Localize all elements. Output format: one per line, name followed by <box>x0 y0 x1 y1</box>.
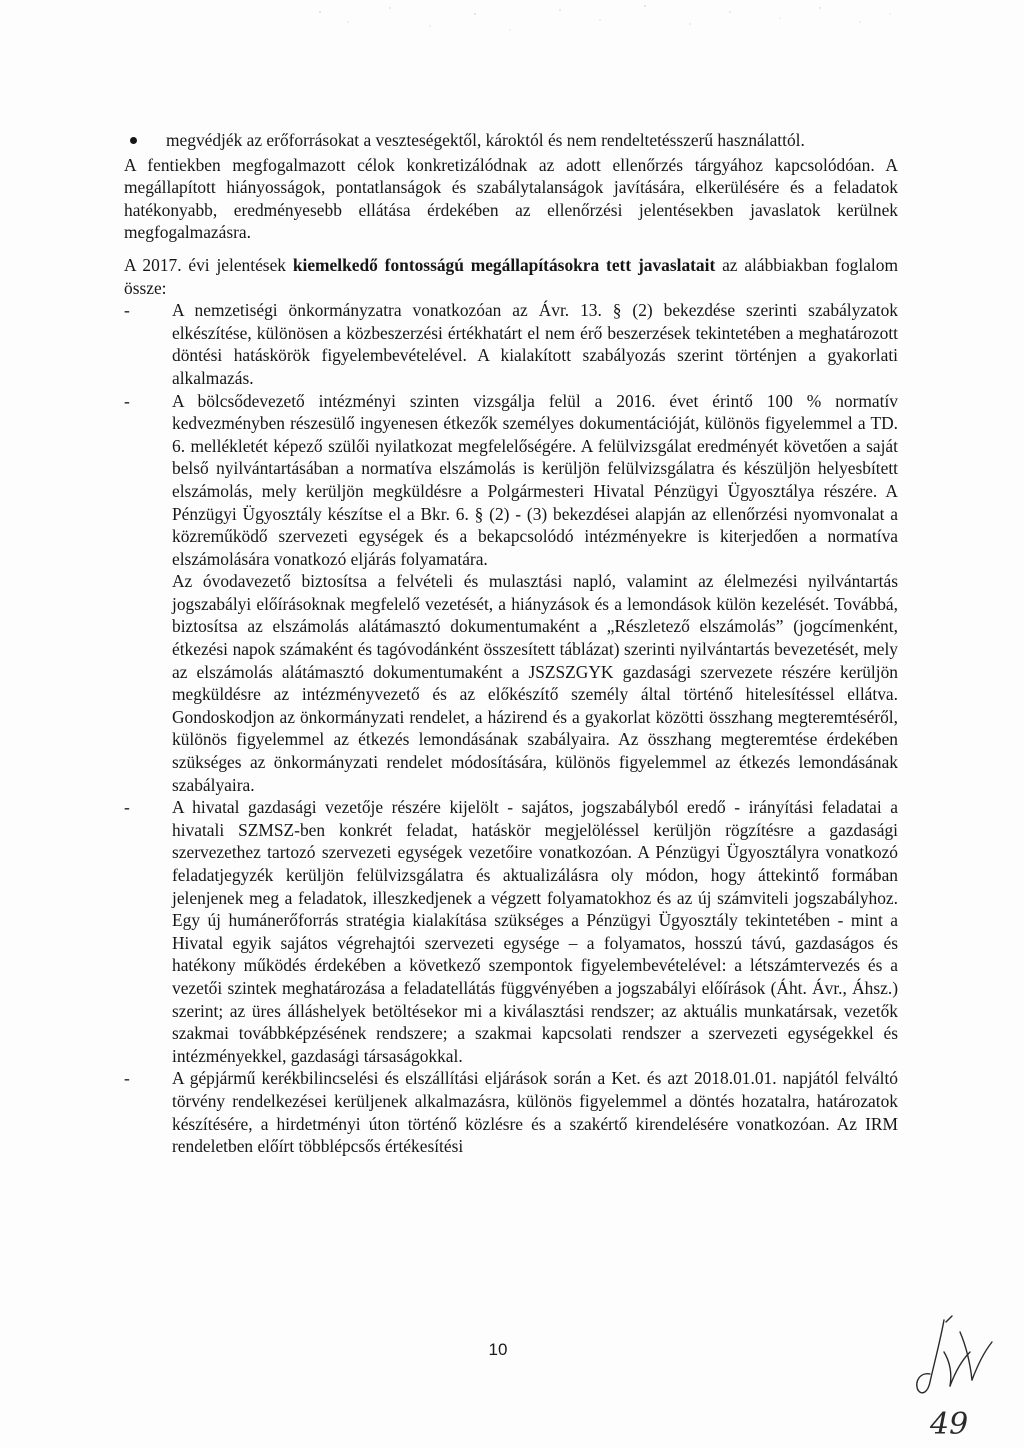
list-item-text: A nemzetiségi önkormányzatra vonatkozóan az Ávr. 13. § (2) bekezdése szerinti szabályzatok elkészítése, különösen a közbeszerzési értékhatárt el nem érő beszerzések tekintetében a meghatározott döntési hatáskörök figyelembevételével. A kialakított szabályozás szerint történjen a gyakorlati alkalmazás. <box>172 300 898 388</box>
list-item <box>124 1067 898 1157</box>
document-body <box>124 129 898 1158</box>
paragraph-intro <box>124 254 898 299</box>
intro-text-bold: kiemelkedő fontosságú megállapításokra tett javaslatait <box>292 254 716 275</box>
handwritten-signature <box>900 1312 1010 1442</box>
list-item-text: A gépjármű kerékbilincselési és elszállítási eljárások során a Ket. és azt 2018.01.01. napjától felváltó törvény rendelkezései kerüljenek alkalmazásra, különös figyelemmel a döntés hozatalra, határozatok készítésére, a hirdetményi úton történő közlésre és a szakértő kirendelésére vonatkozóan. Az IRM rendeletben előírt többlépcsős értékesítési <box>172 1068 898 1157</box>
bullet-text: megvédjék az erőforrásokat a veszteségektől, károktól és nem rendeltetésszerű használattól. <box>166 130 805 150</box>
bullet-item <box>124 129 898 152</box>
intro-text-before: A 2017. évi jelentések <box>124 254 293 275</box>
page-number: 10 <box>488 1340 508 1359</box>
scan-noise <box>300 0 900 40</box>
list-item-text: A hivatal gazdasági vezetője részére kijelölt - sajátos, jogszabályból eredő - irányítási feladatai a hivatali SZMSZ-ben konkrét feladat, hatáskör megjelöléssel kerüljön rögzítésre a gazdasági szervezethez tartozó szervezeti egységek vezetőire vonatkozóan. A Pénzügyi Ügyosztályra vonatkozó feladatjegyzék kerüljön felülvizsgálatra és aktualizálásra oly módon, hogy áttekintő formában jelenjenek meg a feladatok, illeszkedjenek a végzett folyamatokhoz és az új számviteli jogszabályhoz. Egy új humánerőforrás stratégia kialakítása szükséges a Pénzügyi Ügyosztály tekintetében - mint a Hivatal egyik sajátos végrehajtói szervezeti egysége – a folyamatos, hosszú távú, gazdaságos és hatékony működés érdekében a következő szempontok figyelembevételével: a létszámtervezés és a vezetői szintek meghatározása a feladatellátás függvényében a jogszabályi előírások (Áht. Ávr., Áhsz.) szerint; az üres álláshelyek betöltésekor mi a kiválasztási rendszer; az aktuális munkatársak, vezetők szakmai továbbképzésének rendszere; a szakmai kapcsolati rendszer a szervezeti egységekkel és intézményekkel, gazdasági társaságokkal. <box>172 797 898 1066</box>
dash-marker: - <box>124 390 130 411</box>
dash-marker: - <box>124 1068 130 1089</box>
intro-text-after: az alábbiakban foglalom össze: <box>124 254 898 298</box>
paragraph-goals: A fentiekben megfogalmazott célok konkretizálódnak az adott ellenőrzés tárgyához kapcsolódóan. A megállapított hiányosságok, pontatlanságok és szabálytalanságok javítására, elkerülésére és a feladatok hatékonyabb, eredményesebb ellátása érdekében az ellenőrzési jelentésekben javaslatok kerülnek megfogalmazásra. <box>124 154 898 243</box>
list-item <box>124 299 898 389</box>
list-item-text: A bölcsődevezető intézményi szinten vizsgálja felül a 2016. évet érintő 100 % normatív kedvezményben részesülő ingyenesen étkezők személyes dokumentációját, különös figyelemmel a TD. 6. mellékletét képező szülői nyilatkozat megfelelőségére. A felülvizsgálat eredményét követően a saját belső nyilvántartásában a normatíva elszámolás is kerüljön felülvizsgálatra és készüljön helyesbített elszámolás, mely kerüljön megküldésre a Polgármesteri Hivatal Pénzügyi Ügyosztálya részére. A Pénzügyi Ügyosztály készítse el a Bkr. 6. § (2) - (3) bekezdései alapján az ellenőrzési nyomvonalat a közreműködő szervezeti egységek és a bekapcsolódó intézményekre is kiterjedően a normatíva elszámolására vonatkozó eljárás folyamatára. <box>172 390 898 569</box>
dash-marker: - <box>124 300 130 321</box>
dash-marker: - <box>124 797 130 818</box>
list-item <box>124 796 898 1067</box>
list-item-continuation: Az óvodavezető biztosítsa a felvételi és mulasztási napló, valamint az élelmezési nyilvántartás jogszabályi előírásoknak megfelelő vezetését, a hiányzások és a lemondások külön kezelését. Továbbá, biztosítsa az elszámolás alátámasztó dokumentumaként a „Részletező elszámolás” (jogcímenként, étkezési napok számaként és tagóvodánként összesített táblázat) szerinti nyilvántartás bevezetését, mely az elszámolás alátámasztó dokumentumaként a JSZSZGYK gazdasági szervezete részére kerüljön megküldésre az intézményvezető és az előkészítő személy által történő hitelesítéssel ellátva. Gondoskodjon az önkormányzati rendelet, a házirend és a gyakorlat közötti összhang megteremtéséről, különös figyelemmel az étkezés lemondásának szabályaira. Az összhang megteremtése érdekében szükséges az önkormányzati rendelet módosítására, különös figyelemmel az étkezés lemondásának szabályaira. <box>172 571 898 795</box>
list-item <box>124 390 898 571</box>
handwritten-number: 49 <box>930 1407 969 1442</box>
bullet-dot-icon <box>130 137 137 144</box>
